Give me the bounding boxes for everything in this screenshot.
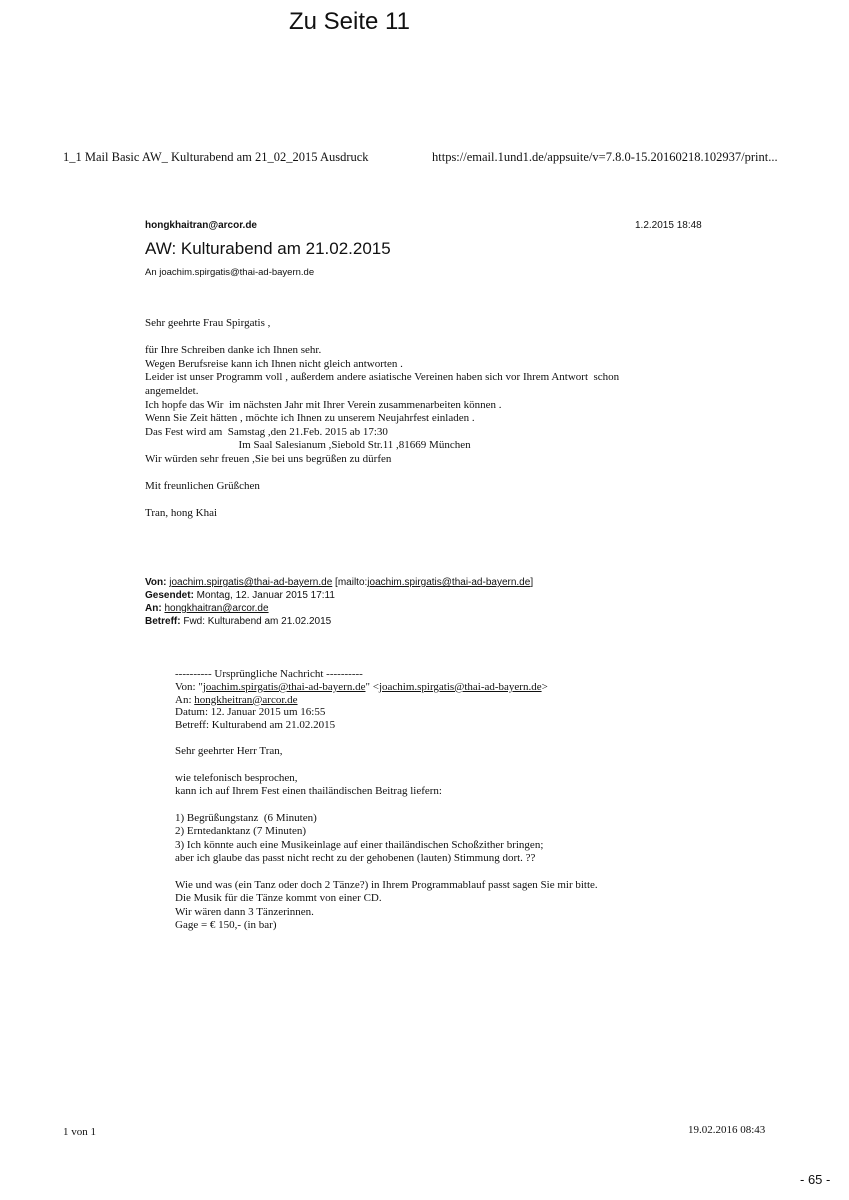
von-mid: " < [365,680,379,693]
mailto-suffix: ] [530,577,534,588]
mail-date: 1.2.2015 18:48 [635,220,702,231]
body-line: Wegen Berufsreise kann ich Ihnen nicht gleich antworten . [145,357,403,370]
mail-body [145,317,619,521]
body-line: kann ich auf Ihrem Fest einen thailändischen Beitrag liefern: [175,785,442,798]
mail-sender: hongkhaitran@arcor.de [145,220,257,231]
mailto-prefix: [mailto: [332,577,368,588]
body-line [175,799,598,812]
betreff-label: Betreff: [145,616,181,627]
an-prefix: An: [175,693,195,706]
mail-subject: AW: Kulturabend am 21.02.2015 [145,239,391,258]
betreff-value: Fwd: Kulturabend am 21.02.2015 [180,616,332,627]
von-prefix: Von: " [175,680,203,693]
body-line: Wie und was (ein Tanz oder doch 2 Tänze?) in Ihrem Programmablauf passt sagen Sie mir bitte. [175,878,598,891]
von-mailto-link[interactable]: joachim.spirgatis@thai-ad-bayern.de [367,577,531,588]
page-number: - 65 - [800,1172,831,1187]
von-label: Von: [145,577,167,588]
orig-an-link[interactable]: hongkheitran@arcor.de [194,693,298,706]
gesendet-label: Gesendet: [145,590,194,601]
body-line: Sehr geehrte Frau Spirgatis , [145,317,271,329]
orig-von-email-link[interactable]: joachim.spirgatis@thai-ad-bayern.de [378,680,542,693]
forward-header [145,576,533,628]
body-line: Mit freunlichen Grüßchen [145,480,260,493]
an-email-link[interactable]: hongkhaitran@arcor.de [164,603,269,614]
body-line: 3) Ich könnte auch eine Musikeinlage auf einer thailändischen Schoßzither bringen; [175,838,544,851]
body-line: Gage = € 150,- (in bar) [175,919,277,932]
original-body [175,745,598,932]
body-line: Wenn Sie Zeit hätten , möchte ich Ihnen zu unserem Neujahrfest einladen . [145,412,475,425]
body-line: wie telefonisch besprochen, [175,771,298,784]
page-note: Zu Seite 11 [289,8,410,35]
orig-von-name-link[interactable]: joachim.spirgatis@thai-ad-bayern.de [202,680,366,693]
body-line: Wir würden sehr freuen ,Sie bei uns begrüßen zu dürfen [145,452,392,465]
footer-printed-date: 19.02.2016 08:43 [688,1124,766,1136]
an-label: An: [145,603,162,614]
body-line: Wir wären dann 3 Tänzerinnen. [175,905,314,918]
original-header [175,668,548,732]
footer-page-count: 1 von 1 [63,1126,96,1138]
mail-to: An joachim.spirgatis@thai-ad-bayern.de [145,267,315,278]
body-line: 2) Erntedanktanz (7 Minuten) [175,825,307,838]
body-line: aber ich glaube das passt nicht recht zu der gehobenen (lauten) Stimmung dort. ?? [175,852,536,865]
body-line: für Ihre Schreiben danke ich Ihnen sehr. [145,344,322,357]
body-line: Im Saal Salesianum ,Siebold Str.11 ,81669 München [145,439,471,452]
body-line: Ich hopfe das Wir im nächsten Jahr mit Ihrer Verein zusammenarbeiten können . [145,398,502,411]
original-separator: ---------- Ursprüngliche Nachricht ---------- [175,668,363,680]
body-line: 1) Begrüßungstanz (6 Minuten) [175,811,317,824]
body-line [145,331,619,345]
body-line: Das Fest wird am Samstag ,den 21.Feb. 2015 ab 17:30 [145,425,388,438]
von-suffix: > [541,680,548,693]
orig-betreff: Betreff: Kulturabend am 21.02.2015 [175,719,336,732]
body-line: Tran, hong Khai [145,507,218,520]
print-header-title: 1_1 Mail Basic AW_ Kulturabend am 21_02_2015 Ausdruck [63,150,369,164]
body-line: angemeldet. [145,384,199,397]
body-line [145,494,619,508]
body-line [145,467,619,481]
gesendet-value: Montag, 12. Januar 2015 17:11 [193,590,335,601]
von-email-link[interactable]: joachim.spirgatis@thai-ad-bayern.de [169,577,333,588]
print-header-url: https://email.1und1.de/appsuite/v=7.8.0-15.20160218.102937/print... [432,150,778,164]
body-line [175,866,598,879]
body-line: Sehr geehrter Herr Tran, [175,745,283,757]
body-line: Die Musik für die Tänze kommt von einer CD. [175,892,382,905]
body-line: Leider ist unser Programm voll , außerdem andere asiatische Vereinen haben sich vor Ihrem Antwort schon [145,371,620,384]
orig-datum: Datum: 12. Januar 2015 um 16:55 [175,706,326,719]
body-line [175,758,598,771]
